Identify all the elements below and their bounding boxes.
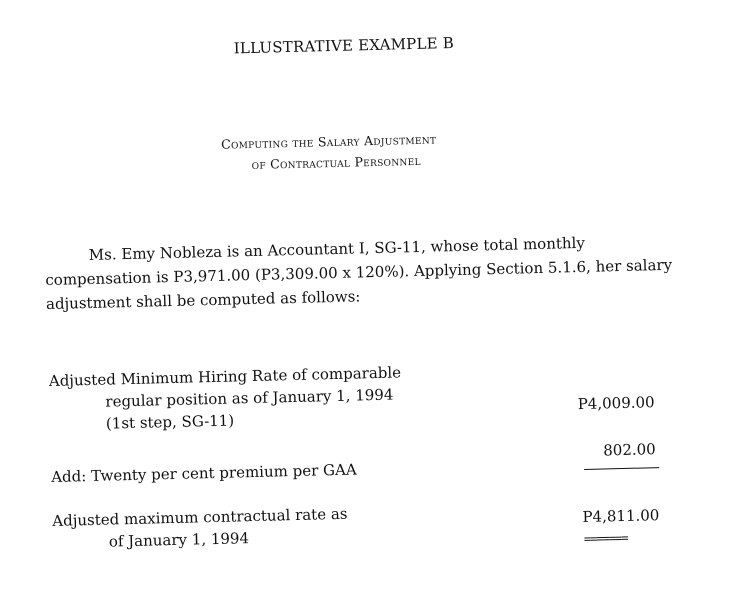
- item1-label-line2: regular position as of January 1, 1994: [105, 385, 394, 411]
- item1-label-line1: Adjusted Minimum Hiring Rate of comparable: [48, 363, 402, 390]
- intro-paragraph-line2: compensation is P3,971.00 (P3,309.00 x 120%). Applying Section 5.1.6, her salary: [45, 255, 673, 290]
- total-double-underline: =======: [583, 530, 628, 546]
- item2-amount: 802.00: [603, 440, 656, 460]
- item1-label-line3: (1st step, SG-11): [105, 411, 235, 433]
- item1-amount: P4,009.00: [577, 393, 655, 414]
- item3-amount: P4,811.00: [582, 506, 660, 526]
- document-subtitle-line1: Computing the Salary Adjustment: [220, 131, 437, 152]
- item2-label: Add: Twenty per cent premium per GAA: [51, 460, 357, 486]
- document-title: ILLUSTRATIVE EXAMPLE B: [233, 33, 455, 58]
- item3-label-line2: of January 1, 1994: [108, 529, 250, 551]
- intro-paragraph: [45, 228, 707, 316]
- subtotal-rule: [584, 467, 659, 470]
- document-subtitle-line2: of Contractual Personnel: [251, 152, 421, 172]
- intro-paragraph-line1: Ms. Emy Nobleza is an Accountant I, SG-11, whose total monthly: [88, 233, 586, 264]
- item3-label-line1: Adjusted maximum contractual rate as: [52, 504, 348, 530]
- intro-paragraph-line3: adjustment shall be computed as follows:: [45, 287, 361, 314]
